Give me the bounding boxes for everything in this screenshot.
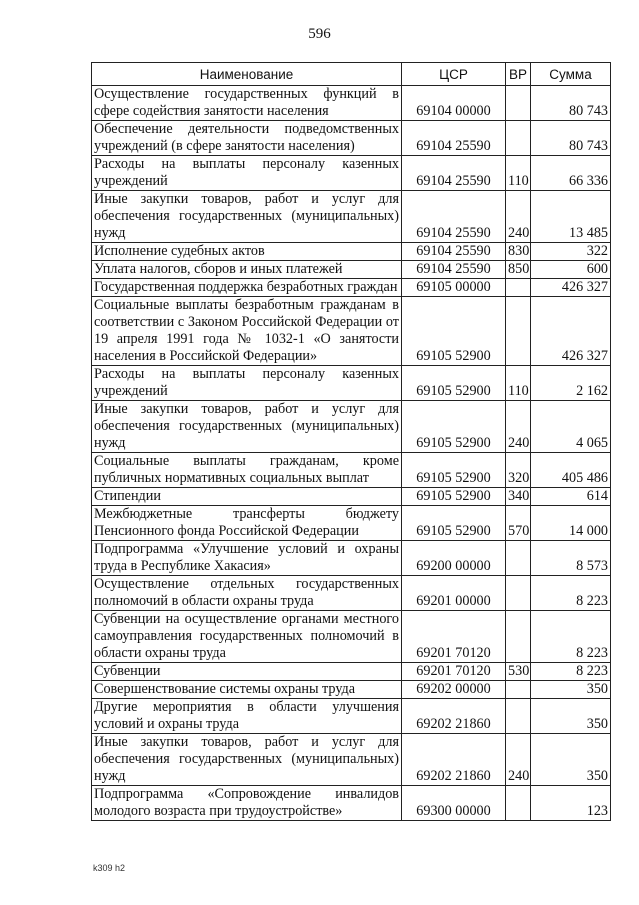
footer-code: k309 h2 <box>93 863 126 873</box>
row-sum-cell: 350 <box>531 699 611 734</box>
table-row <box>92 279 611 297</box>
table-row <box>92 541 611 576</box>
row-csr-cell: 69104 25590 <box>402 243 506 261</box>
row-csr-cell: 69202 00000 <box>402 681 506 699</box>
row-name-cell: Исполнение судебных актов <box>92 243 402 261</box>
table-row <box>92 506 611 541</box>
row-sum-cell: 8 223 <box>531 663 611 681</box>
table-row <box>92 366 611 401</box>
row-vr-cell <box>506 681 531 699</box>
row-csr-cell: 69202 21860 <box>402 699 506 734</box>
table-row <box>92 699 611 734</box>
row-csr-cell: 69300 00000 <box>402 786 506 821</box>
row-sum-cell: 350 <box>531 681 611 699</box>
row-sum-cell: 123 <box>531 786 611 821</box>
row-sum-cell: 80 743 <box>531 121 611 156</box>
row-vr-cell: 240 <box>506 401 531 453</box>
row-vr-cell <box>506 576 531 611</box>
table-row <box>92 86 611 121</box>
row-name-cell: Иные закупки товаров, работ и услуг для обеспечения государственных (муниципальных) нужд <box>92 191 402 243</box>
row-vr-cell: 530 <box>506 663 531 681</box>
table-row <box>92 453 611 488</box>
row-name-cell: Расходы на выплаты персоналу казенных учреждений <box>92 366 402 401</box>
row-name-cell: Иные закупки товаров, работ и услуг для обеспечения государственных (муниципальных) нужд <box>92 734 402 786</box>
row-sum-cell: 66 336 <box>531 156 611 191</box>
row-csr-cell: 69202 21860 <box>402 734 506 786</box>
row-csr-cell: 69105 52900 <box>402 506 506 541</box>
row-vr-cell: 110 <box>506 366 531 401</box>
row-sum-cell: 2 162 <box>531 366 611 401</box>
row-name-cell: Подпрограмма «Сопровождение инвалидов молодого возраста при трудоустройстве» <box>92 786 402 821</box>
row-name-cell: Субвенции <box>92 663 402 681</box>
row-vr-cell: 240 <box>506 191 531 243</box>
row-name-cell: Уплата налогов, сборов и иных платежей <box>92 261 402 279</box>
row-csr-cell: 69105 52900 <box>402 366 506 401</box>
row-vr-cell <box>506 541 531 576</box>
row-csr-cell: 69105 00000 <box>402 279 506 297</box>
table-row <box>92 576 611 611</box>
row-sum-cell: 80 743 <box>531 86 611 121</box>
column-header-csr: ЦСР <box>402 63 506 86</box>
row-csr-cell: 69105 52900 <box>402 297 506 366</box>
row-vr-cell: 340 <box>506 488 531 506</box>
table-row <box>92 611 611 663</box>
row-sum-cell: 14 000 <box>531 506 611 541</box>
row-name-cell: Осуществление отдельных государственных полномочий в области охраны труда <box>92 576 402 611</box>
table-header-row <box>92 63 611 86</box>
row-sum-cell: 350 <box>531 734 611 786</box>
row-name-cell: Подпрограмма «Улучшение условий и охраны труда в Республике Хакасия» <box>92 541 402 576</box>
row-sum-cell: 322 <box>531 243 611 261</box>
table-row <box>92 121 611 156</box>
row-vr-cell <box>506 699 531 734</box>
row-vr-cell: 110 <box>506 156 531 191</box>
row-vr-cell: 850 <box>506 261 531 279</box>
row-name-cell: Социальные выплаты гражданам, кроме публичных нормативных социальных выплат <box>92 453 402 488</box>
table-row <box>92 734 611 786</box>
table-row <box>92 786 611 821</box>
row-sum-cell: 13 485 <box>531 191 611 243</box>
row-name-cell: Другие мероприятия в области улучшения условий и охраны труда <box>92 699 402 734</box>
row-csr-cell: 69201 70120 <box>402 611 506 663</box>
row-name-cell: Иные закупки товаров, работ и услуг для обеспечения государственных (муниципальных) нужд <box>92 401 402 453</box>
row-csr-cell: 69200 00000 <box>402 541 506 576</box>
row-sum-cell: 405 486 <box>531 453 611 488</box>
row-sum-cell: 600 <box>531 261 611 279</box>
row-sum-cell: 426 327 <box>531 279 611 297</box>
row-csr-cell: 69105 52900 <box>402 401 506 453</box>
row-vr-cell: 240 <box>506 734 531 786</box>
row-name-cell: Осуществление государственных функций в сфере содействия занятости населения <box>92 86 402 121</box>
row-vr-cell <box>506 786 531 821</box>
row-csr-cell: 69104 25590 <box>402 261 506 279</box>
row-name-cell: Расходы на выплаты персоналу казенных учреждений <box>92 156 402 191</box>
row-vr-cell <box>506 611 531 663</box>
table-row <box>92 401 611 453</box>
column-header-name: Наименование <box>92 63 402 86</box>
row-sum-cell: 614 <box>531 488 611 506</box>
table-row <box>92 243 611 261</box>
table-row <box>92 488 611 506</box>
row-sum-cell: 8 223 <box>531 576 611 611</box>
table-row <box>92 681 611 699</box>
row-csr-cell: 69201 70120 <box>402 663 506 681</box>
row-sum-cell: 426 327 <box>531 297 611 366</box>
table-body <box>92 86 611 821</box>
row-csr-cell: 69105 52900 <box>402 488 506 506</box>
row-name-cell: Совершенствование системы охраны труда <box>92 681 402 699</box>
table-row <box>92 156 611 191</box>
row-csr-cell: 69104 25590 <box>402 191 506 243</box>
row-vr-cell <box>506 297 531 366</box>
row-csr-cell: 69104 25590 <box>402 121 506 156</box>
row-name-cell: Государственная поддержка безработных граждан <box>92 279 402 297</box>
row-vr-cell <box>506 121 531 156</box>
table-row <box>92 297 611 366</box>
row-csr-cell: 69104 25590 <box>402 156 506 191</box>
row-name-cell: Обеспечение деятельности подведомственных учреждений (в сфере занятости населения) <box>92 121 402 156</box>
row-name-cell: Социальные выплаты безработным гражданам в соответствии с Законом Российской Федерации от 19 апреля 1991 года № 1032-1 «О занятости населения в Российской Федерации» <box>92 297 402 366</box>
row-vr-cell: 570 <box>506 506 531 541</box>
column-header-sum: Сумма <box>531 63 611 86</box>
row-sum-cell: 8 223 <box>531 611 611 663</box>
row-vr-cell <box>506 279 531 297</box>
row-vr-cell: 830 <box>506 243 531 261</box>
row-name-cell: Субвенции на осуществление органами местного самоуправления государственных полномочий в области охраны труда <box>92 611 402 663</box>
row-vr-cell: 320 <box>506 453 531 488</box>
row-csr-cell: 69104 00000 <box>402 86 506 121</box>
row-csr-cell: 69105 52900 <box>402 453 506 488</box>
row-csr-cell: 69201 00000 <box>402 576 506 611</box>
table-row <box>92 663 611 681</box>
row-sum-cell: 8 573 <box>531 541 611 576</box>
page-number: 596 <box>308 26 331 42</box>
row-sum-cell: 4 065 <box>531 401 611 453</box>
table-row <box>92 261 611 279</box>
budget-table <box>91 62 611 821</box>
column-header-vr: ВР <box>506 63 531 86</box>
row-vr-cell <box>506 86 531 121</box>
row-name-cell: Межбюджетные трансферты бюджету Пенсионного фонда Российской Федерации <box>92 506 402 541</box>
table-row <box>92 191 611 243</box>
row-name-cell: Стипендии <box>92 488 402 506</box>
